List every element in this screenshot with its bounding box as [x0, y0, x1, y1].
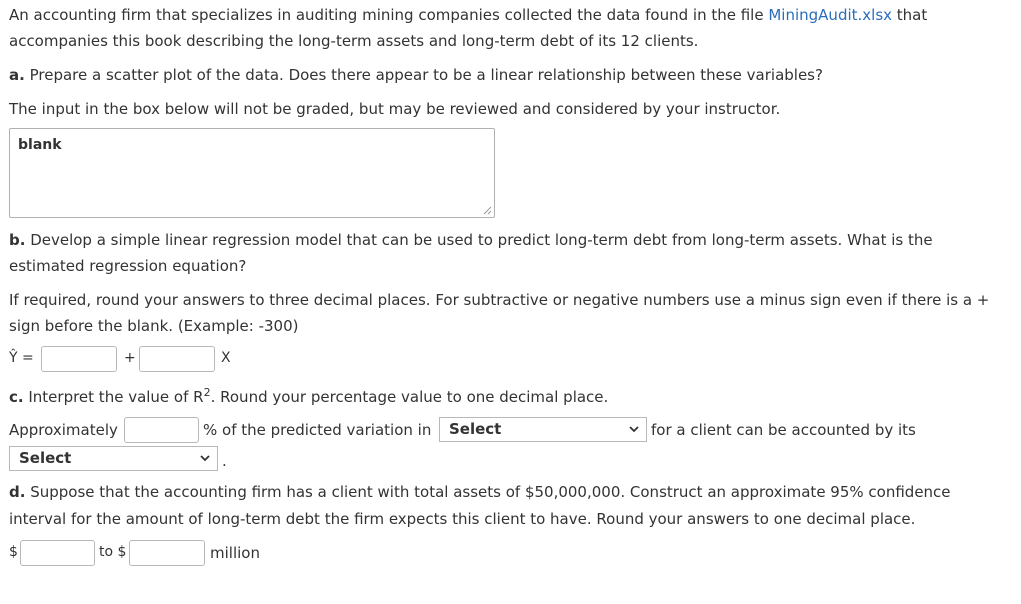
part-b-instruction-line-1: If required, round your answers to three decimal places. For subtractive or negative numbers use a minus sign even if there is a + [9, 291, 990, 309]
r-squared-percent-input[interactable] [124, 417, 199, 443]
chevron-down-icon [199, 452, 211, 464]
part-b-instruction-line-2: sign before the blank. (Example: -300) [9, 317, 299, 335]
textarea-value: blank [18, 137, 62, 153]
interval-low-input[interactable] [20, 540, 95, 566]
file-link[interactable]: MiningAudit.xlsx [768, 6, 893, 24]
part-a-note: The input in the box below will not be graded, but may be reviewed and considered by your instructor. [9, 100, 781, 118]
dollar-sign: $ [9, 544, 18, 560]
variable-select-2[interactable]: Select [9, 446, 218, 471]
plus-sign: + [124, 350, 136, 366]
accounted-by-text: for a client can be accounted by its [651, 421, 916, 439]
resize-grip-icon[interactable] [482, 205, 492, 215]
part-d-question-line-2: interval for the amount of long-term debt the firm expects this client to have. Round your answers to one decimal place. [9, 510, 916, 528]
part-a-question: a. Prepare a scatter plot of the data. Does there appear to be a linear relationship between these variables? [9, 66, 823, 84]
x-variable-label: X [221, 350, 231, 366]
chevron-down-icon [628, 423, 640, 435]
part-c-question: c. Interpret the value of $R^2$. Round your percentage value to one decimal place. [9, 386, 609, 406]
slope-input[interactable] [139, 346, 215, 372]
variable-select-1[interactable]: Select [439, 417, 647, 442]
interval-high-input[interactable] [129, 540, 205, 566]
part-b-question-line-2: estimated regression equation? [9, 257, 247, 275]
predicted-variation-text: % of the predicted variation in [203, 421, 432, 439]
period: . [222, 452, 227, 470]
approximately-label: Approximately [9, 421, 118, 439]
part-d-question-line-1: d. Suppose that the accounting firm has a client with total assets of $50,000,000. Construct an approximate 95% confidence [9, 483, 951, 501]
scatter-plot-answer-textarea[interactable] [9, 128, 495, 218]
million-label: million [210, 544, 260, 562]
to-dollar-label: to $ [99, 544, 127, 560]
intro-line-1: An accounting firm that specializes in auditing mining companies collected the data found in the file MiningAudit.xlsx that [9, 6, 928, 24]
intercept-input[interactable] [41, 346, 117, 372]
part-b-question-line-1: b. Develop a simple linear regression model that can be used to predict long-term debt from long-term assets. What is the [9, 231, 933, 249]
yhat-label: Ŷ = [9, 350, 34, 366]
intro-line-2: accompanies this book describing the long-term assets and long-term debt of its 12 clients. [9, 32, 699, 50]
